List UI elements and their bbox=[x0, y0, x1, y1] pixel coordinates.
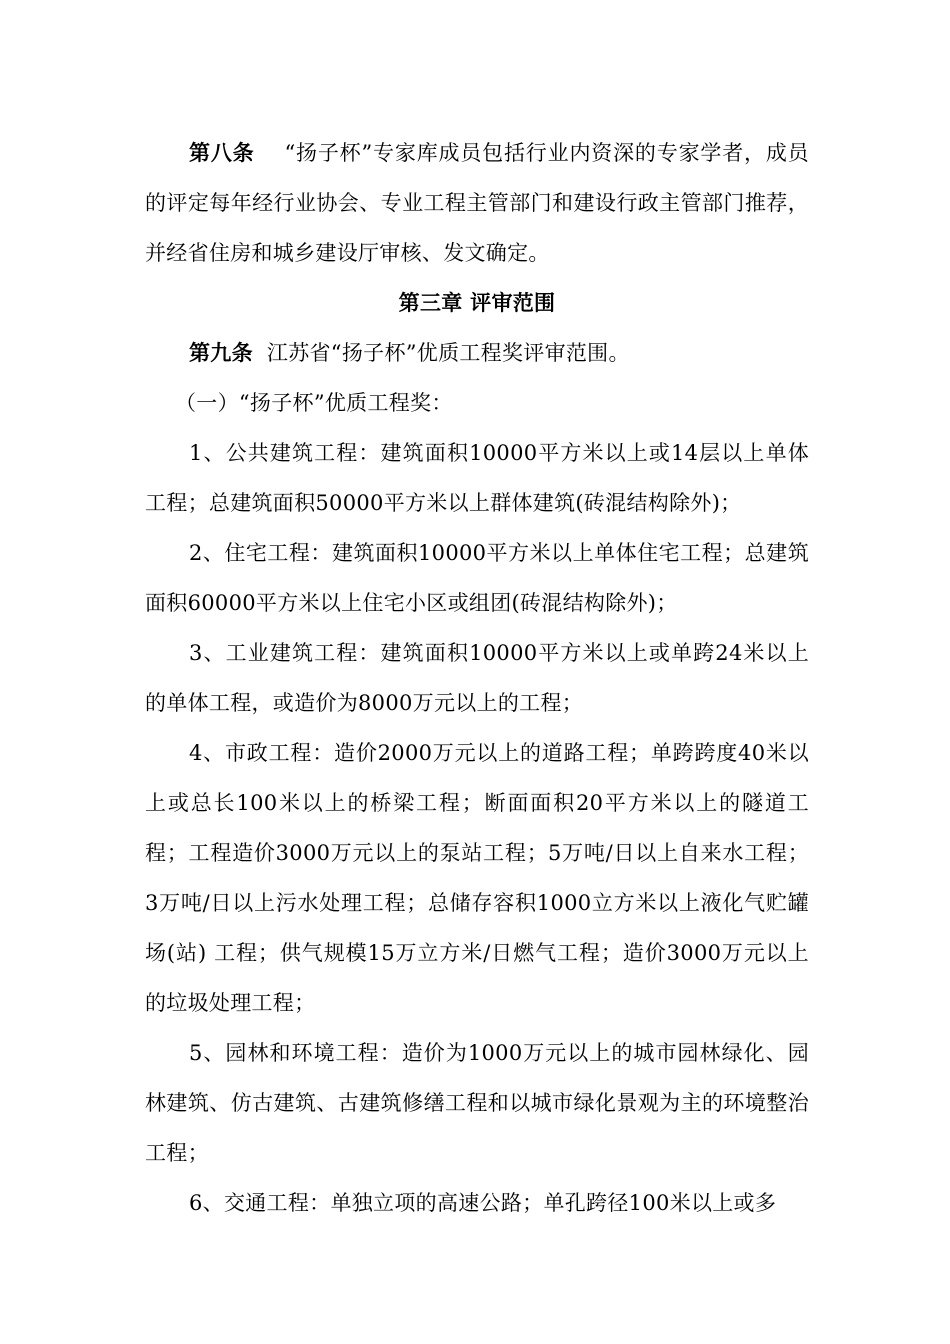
list-item-residential: 2、住宅工程：建筑面积10000平方米以上单体住宅工程；总建筑面积60000平方米以上住宅小区或组团(砖混结构除外)； bbox=[145, 541, 809, 615]
article-8-label: 第八条 bbox=[189, 140, 255, 165]
list-item-municipal: 4、市政工程：造价2000万元以上的道路工程；单跨跨度40米以上或总长100米以上的桥梁工程；断面面积20平方米以上的隧道工程；工程造价3000万元以上的泵站工程；5万吨/日以上自来水工程；3万吨/日以上污水处理工程；总储存容积1000立方米以上液化气贮罐场(站) 工程；供气规模15万立方米/日燃气工程；造价3000万元以上的垃圾处理工程； bbox=[145, 741, 809, 1015]
article-8-paragraph bbox=[145, 128, 809, 278]
article-9-label: 第九条 bbox=[189, 340, 253, 365]
article-9-paragraph bbox=[145, 328, 809, 378]
document-body bbox=[145, 128, 809, 1228]
section-1-heading: （一）“扬子杯”优质工程奖： bbox=[175, 391, 453, 415]
list-item-landscape: 5、园林和环境工程：造价为1000万元以上的城市园林绿化、园林建筑、仿古建筑、古建筑修缮工程和以城市绿化景观为主的环境整治工程； bbox=[145, 1041, 809, 1165]
list-item-industrial: 3、工业建筑工程：建筑面积10000平方米以上或单跨24米以上的单体工程，或造价为8000万元以上的工程； bbox=[145, 641, 809, 715]
article-8-text: “扬子杯”专家库成员包括行业内资深的专家学者，成员的评定每年经行业协会、专业工程主管部门和建设行政主管部门推荐，并经省住房和城乡建设厅审核、发文确定。 bbox=[145, 141, 809, 265]
chapter-3-heading: 第三章 评审范围 bbox=[398, 290, 556, 315]
article-9-text: 江苏省“扬子杯”优质工程奖评审范围。 bbox=[266, 341, 630, 365]
list-item-public-building: 1、公共建筑工程：建筑面积10000平方米以上或14层以上单体工程；总建筑面积50000平方米以上群体建筑(砖混结构除外)； bbox=[145, 441, 809, 515]
list-item-transport: 6、交通工程：单独立项的高速公路；单孔跨径100米以上或多 bbox=[189, 1191, 777, 1215]
